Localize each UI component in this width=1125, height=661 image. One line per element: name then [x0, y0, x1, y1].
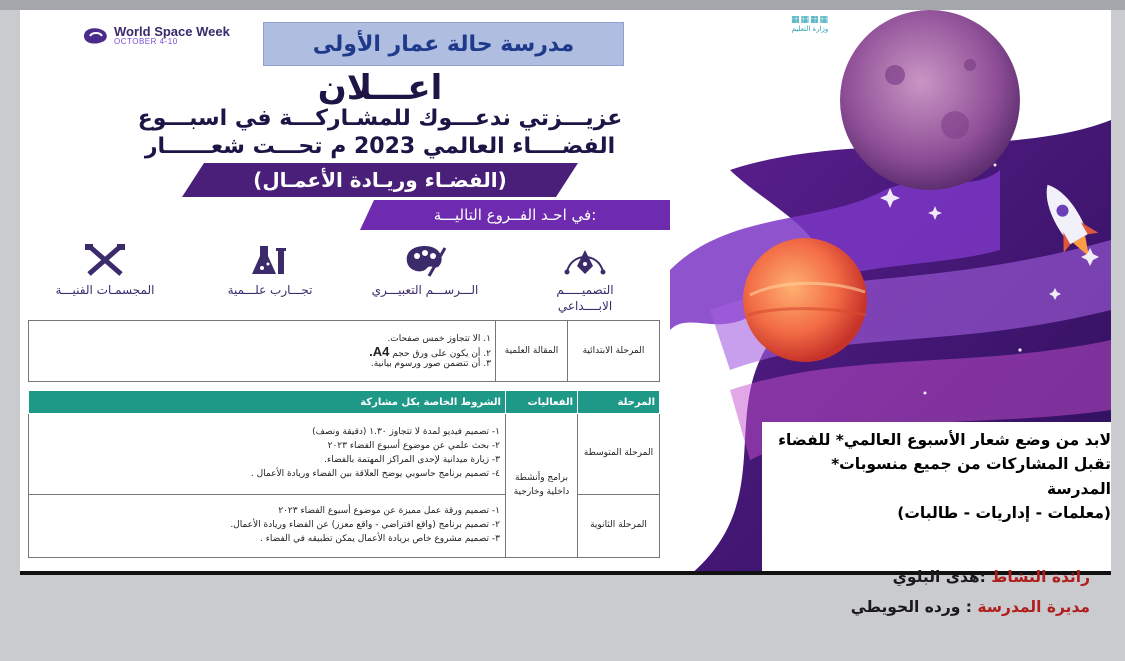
principal-name: : ورده الحويطي: [850, 598, 972, 616]
condition-item: ١- تصميم ورقة عمل مميزة عن موضوع أسبوع الفضاء ٢٠٢٣: [278, 506, 500, 517]
condition-item: ١- تصميم فيديو لمدة لا تتجاوز ١.٣٠ (دقيقة ونصف): [312, 427, 500, 438]
stage-cell: المرحلة المتوسطة: [578, 414, 660, 495]
note-item: لابد من وضع شعار الأسبوع العالمي* للفضاء: [778, 431, 1111, 449]
condition-item: ١. الا تتجاوز خمس صفحات.: [387, 333, 491, 344]
condition-item: ٣- تصميم مشروع خاص بريادة الأعمال يمكن تطبيقه في الفضاء .: [259, 534, 500, 544]
paint-palette-icon: [403, 242, 447, 278]
world-space-week-dates: OCTOBER 4-10: [114, 37, 178, 46]
activity-leader-role: رائدة النشاط: [991, 568, 1090, 586]
category-label: التصميـــــم الابــــداعي: [556, 283, 614, 314]
principal-signature: [851, 598, 1090, 616]
stages-conditions-table: [28, 390, 660, 558]
world-space-week-title: World Space Week: [114, 24, 230, 39]
activities-cell: برامج وأنشطة داخلية وخارجية: [506, 414, 578, 558]
pen-nib-icon: [563, 242, 607, 278]
category-scientific-experiments: [215, 242, 325, 298]
world-space-week-logo: [82, 25, 230, 46]
crossed-tools-icon: [83, 242, 127, 278]
categories-row: [50, 242, 650, 324]
condition-item: ٢- تصميم برنامج (واقع افتراضي - واقع معزز) عن الفضاء وريادة الأعمال.: [230, 520, 500, 531]
category-label: الـــرســـم التعبيـــري: [371, 283, 479, 297]
condition-item: ٣- زيارة ميدانية لإحدى المراكز المهتمة بالفضاء.: [324, 455, 500, 466]
elementary-activity-cell: المقالة العلمية: [496, 321, 568, 382]
stage-cell: المرحلة الثانوية: [578, 495, 660, 558]
paper-size: A4.: [369, 343, 390, 359]
header-conditions: الشروط الخاصة بكل مشاركة: [29, 391, 506, 414]
condition-item: ٢- بحث علمي عن موضوع أسبوع الفضاء ٢٠٢٣: [327, 441, 500, 452]
poster: [20, 10, 1111, 575]
school-name-box: [263, 22, 624, 66]
flask-icon: [248, 242, 292, 278]
slide-top-bar: [0, 0, 1125, 10]
elementary-conditions-cell: [29, 321, 496, 382]
announcement-heading: اعـــلان: [317, 68, 443, 108]
table-header-row: [29, 391, 660, 414]
conditions-cell: [29, 495, 506, 558]
header-activities: الفعاليات: [506, 391, 578, 414]
elementary-stage-table: [28, 320, 660, 382]
conditions-cell: [29, 414, 506, 495]
note-item: (معلمات - إداريات - طالبات): [897, 504, 1111, 523]
notes-box: [762, 422, 1111, 575]
principal-role: مديرة المدرسة: [977, 598, 1090, 616]
table-row: [29, 414, 660, 495]
ministry-logo-text: وزارة التعليم: [791, 25, 829, 33]
school-name: مدرسة حالة عمار الأولى: [312, 31, 575, 57]
category-label: تجـــارب علـــمية: [227, 283, 313, 297]
condition-item: ٤- تصميم برنامج حاسوبي يوضح العلاقة بين الفضاء وريادة الأعمال .: [250, 469, 500, 480]
category-creative-design: [530, 242, 640, 314]
activity-leader-name: :هدى البلوي: [892, 568, 986, 586]
category-label: المجسمـات الفنيـــة: [55, 283, 155, 297]
activity-leader-signature: [893, 568, 1090, 586]
elementary-stage-cell: المرحلة الابتدائية: [568, 321, 660, 382]
slogan-text: (الفضـاء وريـادة الأعمـال): [253, 168, 507, 192]
world-space-week-icon: [82, 26, 110, 46]
category-expressive-drawing: [370, 242, 480, 298]
condition-text: ٢. أن يكون على ورق حجم: [392, 348, 491, 359]
category-artistic-models: [50, 242, 160, 298]
invitation-line-1: عزيـــزتي ندعـــوك للمشـاركـــة في اسبـــوع: [137, 106, 623, 131]
header-stage: المرحلة: [578, 391, 660, 414]
invitation-line-2: الفضــــاء العالمي 2023 م تحـــت شعــــــار: [144, 134, 616, 159]
ministry-of-education-logo: [775, 15, 845, 33]
condition-item: ٣. أن تتضمن صور ورسوم بيانية.: [370, 358, 491, 369]
slogan-banner: [180, 161, 580, 199]
condition-item: [33, 344, 491, 359]
ministry-logo-icon: ▦▦▦▦: [790, 15, 829, 25]
branches-heading: في احـد الفــروع التاليـــة:: [433, 206, 597, 224]
note-item: تقبل المشاركات من جميع منسوبات* المدرسة: [831, 455, 1111, 498]
branches-banner: [360, 200, 670, 230]
